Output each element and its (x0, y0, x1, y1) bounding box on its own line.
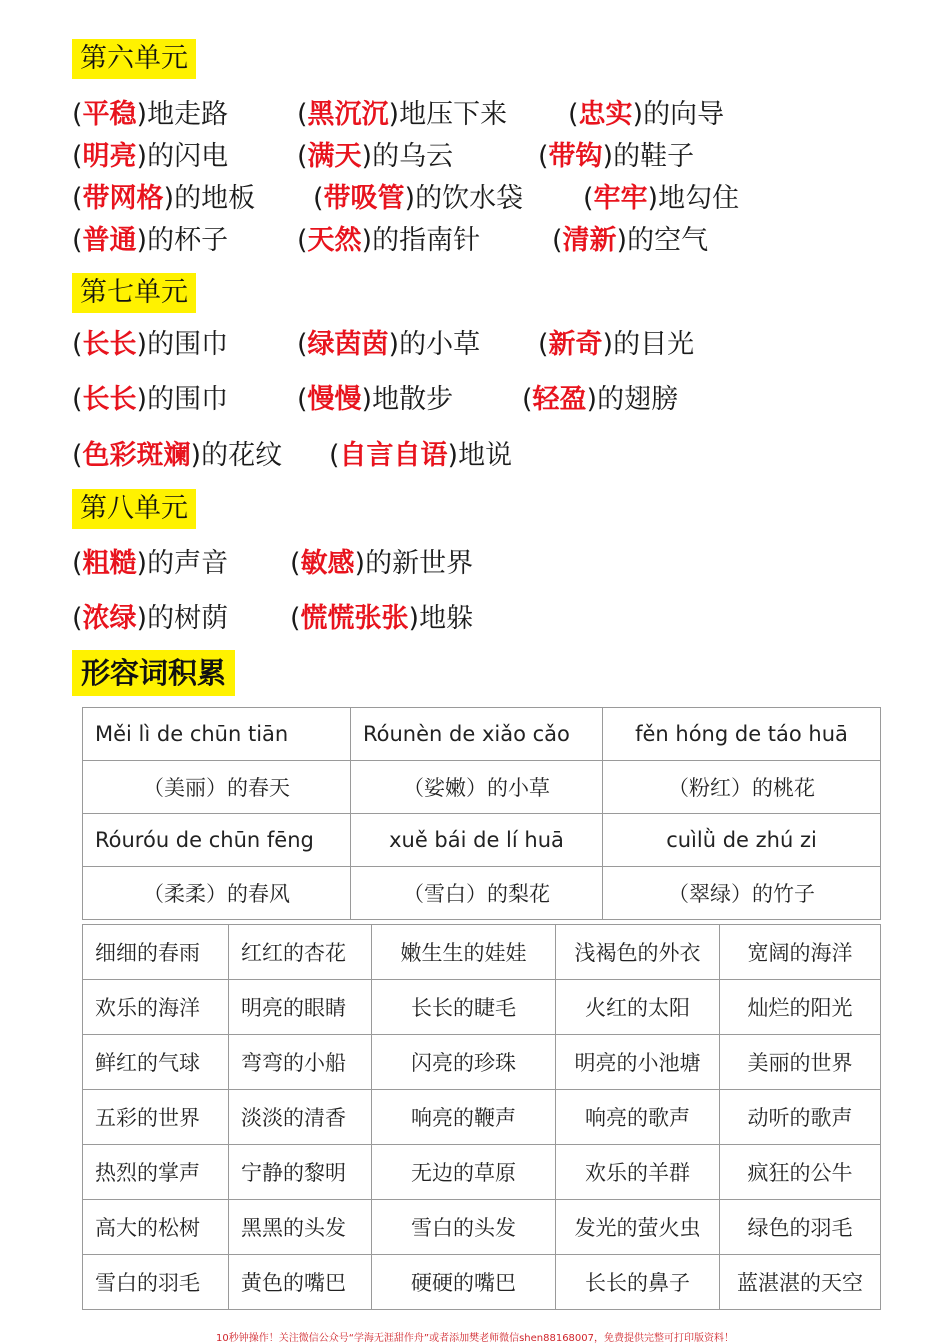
answer-word: 自言自语 (339, 440, 448, 471)
phrase-rest: 的饮水袋 (415, 183, 524, 214)
section-title: 形容词积累 (72, 650, 235, 696)
adjective-words-table (82, 924, 881, 1310)
phrase: (新奇)的目光 (538, 329, 695, 360)
phrase-rest: 的向导 (643, 99, 725, 130)
table-cell: 热烈的掌声 (83, 1145, 229, 1200)
answer-word: 天然 (307, 225, 362, 256)
phrase-rest: 的鞋子 (613, 141, 695, 172)
answer-word: 平稳 (82, 99, 137, 130)
phrase-rest: 的杯子 (147, 225, 229, 256)
table-cell: 红红的杏花 (229, 925, 372, 980)
phrase-rest: 地勾住 (658, 183, 740, 214)
phrase-rest: 的新世界 (365, 548, 474, 579)
answer-word: 牢牢 (593, 183, 648, 214)
answer-word: 长长 (82, 329, 137, 360)
table-cell: 嫩生生的娃娃 (372, 925, 556, 980)
phrase-rest: 的围巾 (147, 384, 229, 415)
phrase: (带吸管)的饮水袋 (313, 183, 524, 214)
table-row (83, 1035, 881, 1090)
table-cell: （柔柔）的春风 (83, 867, 351, 920)
phrase-rest: 的围巾 (147, 329, 229, 360)
unit-6-title: 第六单元 (72, 39, 196, 79)
phrase-rest: 地压下来 (399, 99, 508, 130)
table-row (83, 708, 881, 761)
table-row (83, 1145, 881, 1200)
table-cell: （粉红）的桃花 (603, 761, 881, 814)
table-cell: Róuróu de chūn fēng (83, 814, 351, 867)
answer-word: 绿茵茵 (307, 329, 389, 360)
phrase-rest: 的树荫 (147, 603, 229, 634)
table-cell: 硬硬的嘴巴 (372, 1255, 556, 1310)
phrase: (清新)的空气 (552, 225, 709, 256)
answer-word: 带吸管 (323, 183, 405, 214)
table-row (83, 867, 881, 920)
phrase-rest: 的空气 (627, 225, 709, 256)
table-cell: 欢乐的海洋 (83, 980, 229, 1035)
answer-word: 黑沉沉 (307, 99, 389, 130)
phrase-rest: 地散步 (372, 384, 454, 415)
phrase-rest: 的目光 (613, 329, 695, 360)
table-cell: 高大的松树 (83, 1200, 229, 1255)
answer-word: 带钩 (548, 141, 603, 172)
table-cell: 欢乐的羊群 (556, 1145, 720, 1200)
phrase: (浓绿)的树荫 (72, 603, 229, 634)
table-row (83, 980, 881, 1035)
phrase-rest: 地走路 (147, 99, 229, 130)
table-cell: 弯弯的小船 (229, 1035, 372, 1090)
answer-word: 长长 (82, 384, 137, 415)
answer-word: 浓绿 (82, 603, 137, 634)
phrase-rest: 地躲 (419, 603, 474, 634)
table-cell: 黄色的嘴巴 (229, 1255, 372, 1310)
table-cell: 明亮的眼睛 (229, 980, 372, 1035)
table-cell: 绿色的羽毛 (720, 1200, 881, 1255)
table-cell: （娑嫩）的小草 (351, 761, 603, 814)
phrase-rest: 的指南针 (372, 225, 481, 256)
table-row (83, 761, 881, 814)
answer-word: 色彩斑斓 (82, 440, 191, 471)
phrase: (平稳)地走路 (72, 99, 229, 130)
table-cell: （翠绿）的竹子 (603, 867, 881, 920)
table-cell: 浅褐色的外衣 (556, 925, 720, 980)
phrase: (慢慢)地散步 (297, 384, 454, 415)
table-cell: 动听的歌声 (720, 1090, 881, 1145)
table-cell: cuìlǜ de zhú zi (603, 814, 881, 867)
table-row (83, 1255, 881, 1310)
table-cell: 雪白的头发 (372, 1200, 556, 1255)
answer-word: 忠实 (578, 99, 633, 130)
table-cell: 五彩的世界 (83, 1090, 229, 1145)
phrase: (普通)的杯子 (72, 225, 229, 256)
phrase: (色彩斑斓)的花纹 (72, 440, 283, 471)
answer-word: 清新 (562, 225, 617, 256)
phrase: (绿茵茵)的小草 (297, 329, 481, 360)
table-cell: 宽阔的海洋 (720, 925, 881, 980)
table-row (83, 814, 881, 867)
phrase-rest: 地说 (458, 440, 513, 471)
phrase: (黑沉沉)地压下来 (297, 99, 508, 130)
table-cell: 黑黑的头发 (229, 1200, 372, 1255)
table-cell: 无边的草原 (372, 1145, 556, 1200)
table-cell: 闪亮的珍珠 (372, 1035, 556, 1090)
phrase: (敏感)的新世界 (290, 548, 474, 579)
phrase: (天然)的指南针 (297, 225, 481, 256)
phrase: (满天)的乌云 (297, 141, 454, 172)
table-cell: Měi lì de chūn tiān (83, 708, 351, 761)
table-cell: （雪白）的梨花 (351, 867, 603, 920)
table-row (83, 925, 881, 980)
phrase: (慌慌张张)地躲 (290, 603, 474, 634)
table-cell: 响亮的歌声 (556, 1090, 720, 1145)
phrase-rest: 的声音 (147, 548, 229, 579)
table-cell: Róunèn de xiǎo cǎo (351, 708, 603, 761)
table-cell: 长长的睫毛 (372, 980, 556, 1035)
phrase-rest: 的小草 (399, 329, 481, 360)
answer-word: 带网格 (82, 183, 164, 214)
phrase: (明亮)的闪电 (72, 141, 229, 172)
table-row (83, 1200, 881, 1255)
table-cell: 细细的春雨 (83, 925, 229, 980)
phrase: (忠实)的向导 (568, 99, 725, 130)
answer-word: 新奇 (548, 329, 603, 360)
phrase: (长长)的围巾 (72, 384, 229, 415)
phrase-rest: 的地板 (174, 183, 256, 214)
phrase-rest: 的乌云 (372, 141, 454, 172)
table-cell: 疯狂的公牛 (720, 1145, 881, 1200)
pinyin-table (82, 707, 881, 920)
table-cell: 响亮的鞭声 (372, 1090, 556, 1145)
answer-word: 慌慌张张 (300, 603, 409, 634)
table-cell: 宁静的黎明 (229, 1145, 372, 1200)
table-cell: 发光的萤火虫 (556, 1200, 720, 1255)
table-cell: 长长的鼻子 (556, 1255, 720, 1310)
unit-7-title: 第七单元 (72, 273, 196, 313)
answer-word: 轻盈 (532, 384, 587, 415)
table-cell: 蓝湛湛的天空 (720, 1255, 881, 1310)
answer-word: 粗糙 (82, 548, 137, 579)
answer-word: 明亮 (82, 141, 137, 172)
table-cell: （美丽）的春天 (83, 761, 351, 814)
table-cell: fěn hóng de táo huā (603, 708, 881, 761)
phrase-rest: 的花纹 (201, 440, 283, 471)
table-cell: 雪白的羽毛 (83, 1255, 229, 1310)
table-cell: 鲜红的气球 (83, 1035, 229, 1090)
phrase: (带钩)的鞋子 (538, 141, 695, 172)
answer-word: 慢慢 (307, 384, 362, 415)
table-cell: 火红的太阳 (556, 980, 720, 1035)
table-cell: 灿烂的阳光 (720, 980, 881, 1035)
phrase: (长长)的围巾 (72, 329, 229, 360)
answer-word: 满天 (307, 141, 362, 172)
footer-note: 10秒钟操作！关注微信公众号“学海无涯甜作舟”或者添加樊老师微信shen88168007，免费提供完整可打印版资料！ (215, 1333, 735, 1344)
phrase-rest: 的翅膀 (597, 384, 679, 415)
answer-word: 普通 (82, 225, 137, 256)
phrase: (粗糙)的声音 (72, 548, 229, 579)
phrase: (带网格)的地板 (72, 183, 256, 214)
table-row (83, 1090, 881, 1145)
table-cell: xuě bái de lí huā (351, 814, 603, 867)
phrase: (轻盈)的翅膀 (522, 384, 679, 415)
unit-8-title: 第八单元 (72, 489, 196, 529)
phrase-rest: 的闪电 (147, 141, 229, 172)
table-cell: 美丽的世界 (720, 1035, 881, 1090)
table-cell: 明亮的小池塘 (556, 1035, 720, 1090)
answer-word: 敏感 (300, 548, 355, 579)
phrase: (牢牢)地勾住 (583, 183, 740, 214)
table-cell: 淡淡的清香 (229, 1090, 372, 1145)
phrase: (自言自语)地说 (329, 440, 513, 471)
